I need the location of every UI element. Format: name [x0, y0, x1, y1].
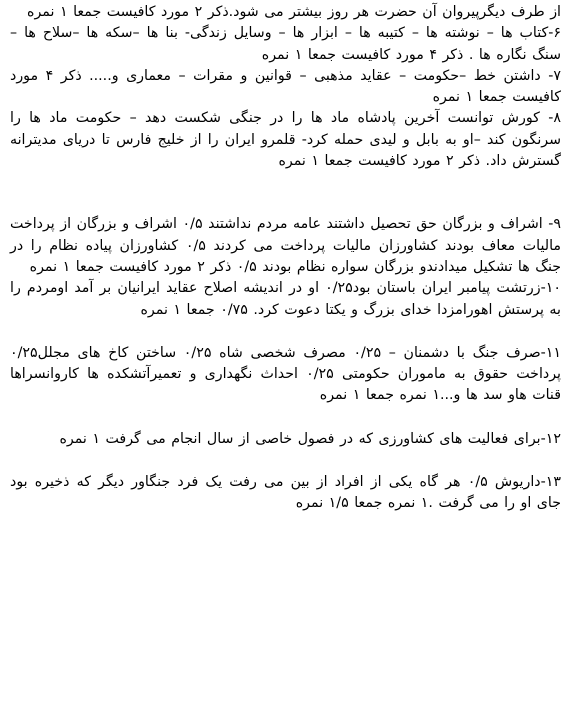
answer-paragraph-5-continued: از طرف دیگرپیروان آن حضرت هر روز بیشتر می شود.ذکر ۲ مورد کافیست جمعا ۱ نمره: [27, 4, 561, 20]
blank-space: [10, 172, 561, 214]
answer-paragraph-8: ۸- کورش توانست آخرین پادشاه ماد ها را در جنگی شکست دهد – حکومت ماد ها را سرنگون کند –او به بابل و لیدی حمله کرد- قلمرو ایران را از خلیج فارس تا دریای مدیترانه گسترش داد. ذکر ۲ مورد کافیست جمعا ۱ نمره: [10, 110, 561, 170]
answer-paragraph-13: ۱۳-داریوش ۰/۵ هر گاه یکی از افراد از بین می رفت یک فرد جنگاور دیگر که ذخیره بود جای او را می گرفت .۱ نمره جمعا ۱/۵ نمره: [10, 474, 561, 512]
answer-paragraph-10: ۱۰-زرتشت پیامبر ایران باستان بود۰/۲۵ او در اندیشه اصلاح عقاید ایرانیان بر آمد اومردم را به پرستش اهورامزدا خدای بزرگ و یکتا دعوت کرد. ۰/۷۵ جمعا ۱ نمره: [10, 280, 561, 318]
answer-paragraph-6: ۶-کتاب ها – نوشته ها – کتیبه ها – ابزار ها – وسایل زندگی- بنا ها –سکه ها –سلاح ها – سنگ نگاره ها . ذکر ۴ مورد کافیست جمعا ۱ نمره: [10, 25, 561, 63]
blank-space: [10, 407, 561, 429]
answer-paragraph-11: ۱۱-صرف جنگ با دشمنان – ۰/۲۵ مصرف شخصی شاه ۰/۲۵ ساختن کاخ های مجلل۰/۲۵ پرداخت حقوق به ماموران حکومتی ۰/۲۵ احداث نگهداری و تعمیرآتشکده ها کاروانسراها قنات هاو سد ها و...۱ نمره جمعا ۱ نمره: [10, 344, 561, 404]
answer-paragraph-7: ۷- داشتن خط –حکومت – عقاید مذهبی – قوانین و مقرات – معماری و..... ذکر ۴ مورد کافیست جمعا ۱ نمره: [10, 67, 561, 106]
blank-space: [10, 450, 561, 472]
answer-paragraph-12: ۱۲-برای فعالیت های کشاورزی که در فصول خاصی از سال انجام می گرفت ۱ نمره: [59, 430, 561, 447]
blank-space: [10, 321, 561, 343]
answer-paragraph-9: ۹- اشراف و بزرگان حق تحصیل داشتند عامه مردم نداشتند ۰/۵ اشراف و بزرگان از پرداخت مالیات معاف بودند کشاورزان مالیات پرداخت می کردند ۰/۵ کشاورزان پیاده نظام را در جنگ ها تشکیل میدادندو بزرگان سواره نظام بودند ۰/۵ ذکر ۲ مورد کافیست جمعا ۱ نمره: [10, 216, 561, 275]
